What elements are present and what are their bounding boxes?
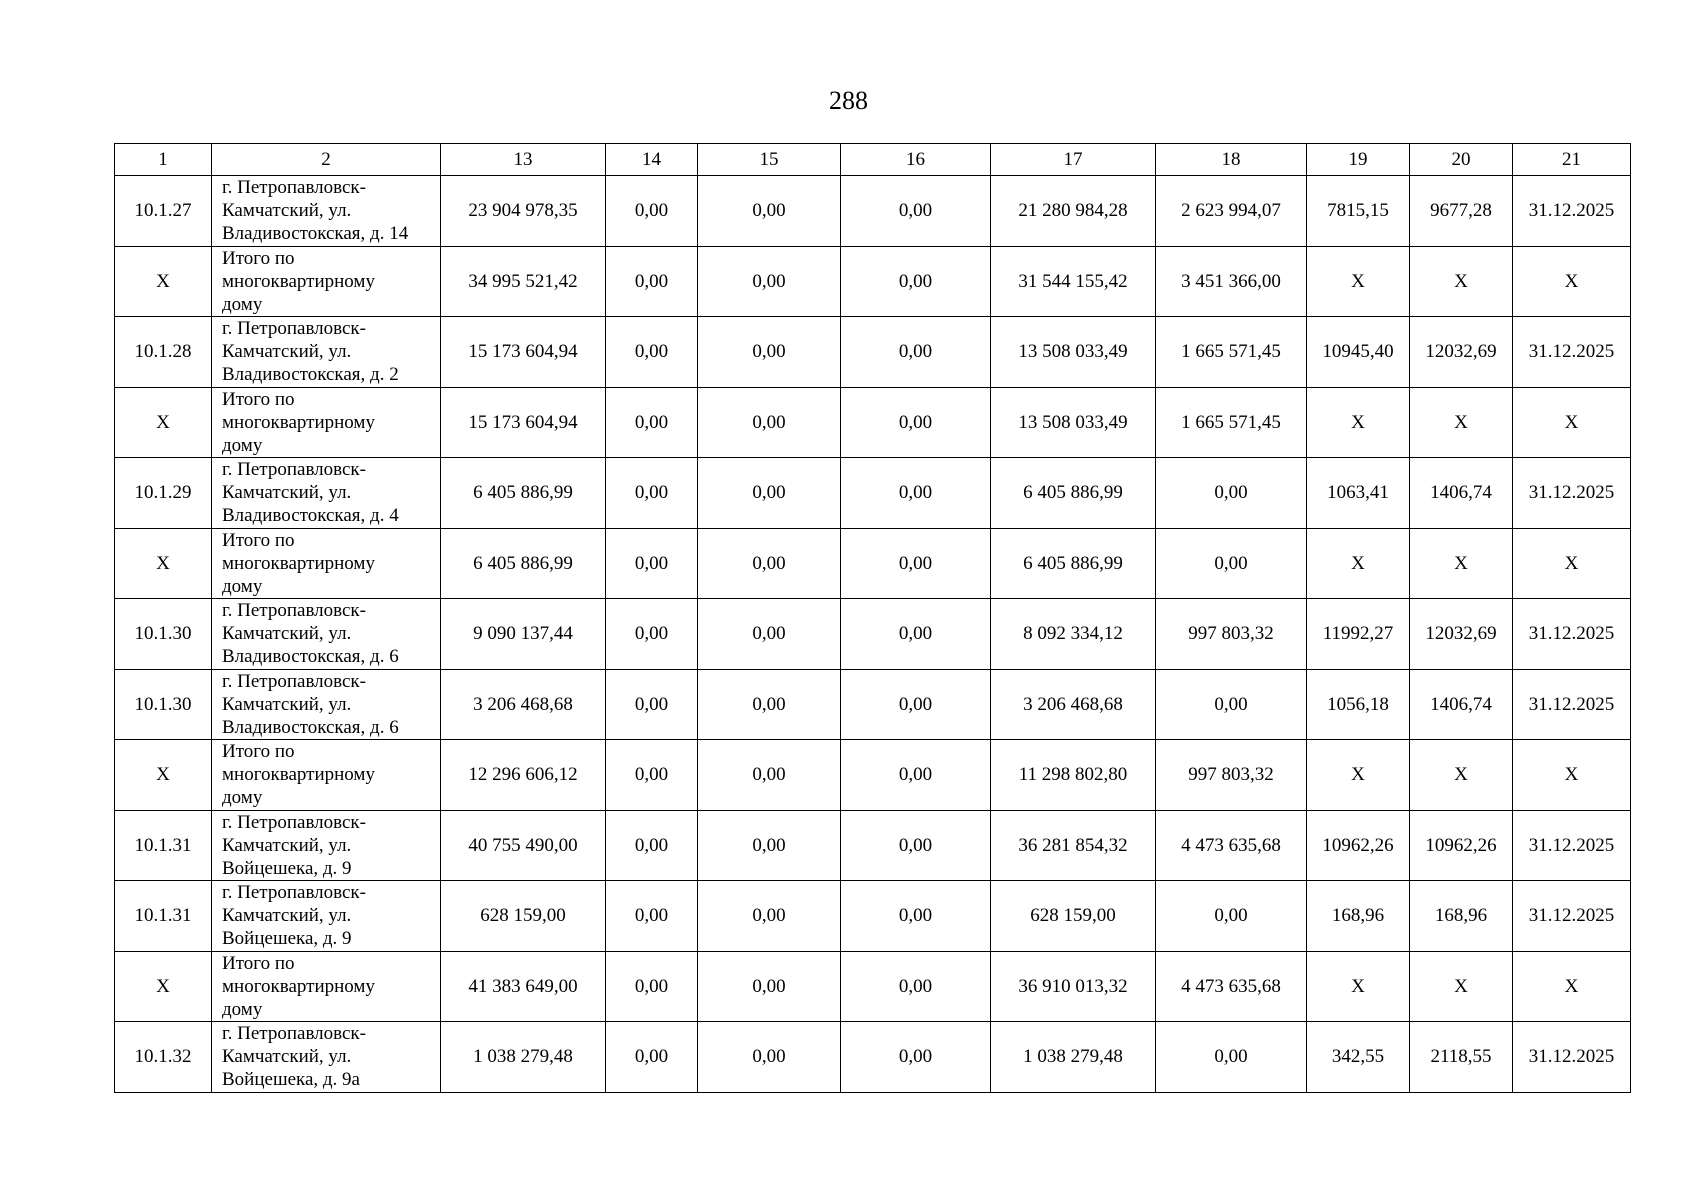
cell-col-21: X (1513, 246, 1631, 317)
cell-row-number: 10.1.30 (115, 599, 212, 670)
cell-col-15: 0,00 (698, 176, 841, 247)
cell-col-20: X (1410, 387, 1513, 458)
cell-col-13: 3 206 468,68 (441, 669, 606, 740)
data-table (114, 143, 1631, 1093)
cell-col-19: 7815,15 (1307, 176, 1410, 247)
cell-col-14: 0,00 (606, 1022, 698, 1093)
cell-col-17: 6 405 886,99 (991, 528, 1156, 599)
cell-col-20: 168,96 (1410, 881, 1513, 952)
cell-row-number: 10.1.27 (115, 176, 212, 247)
cell-address: г. Петропавловск- Камчатский, ул. Владивостокская, д. 2 (212, 317, 441, 388)
table-body (115, 176, 1631, 1093)
header-cell-col-2: 2 (212, 144, 441, 176)
cell-col-17: 3 206 468,68 (991, 669, 1156, 740)
cell-col-21: X (1513, 528, 1631, 599)
header-cell-col-13: 13 (441, 144, 606, 176)
cell-col-20: X (1410, 246, 1513, 317)
cell-row-number: 10.1.30 (115, 669, 212, 740)
table-row (115, 599, 1631, 670)
cell-col-17: 36 281 854,32 (991, 810, 1156, 881)
header-cell-col-17: 17 (991, 144, 1156, 176)
cell-col-13: 15 173 604,94 (441, 317, 606, 388)
table-row (115, 881, 1631, 952)
page-number: 288 (829, 86, 868, 115)
cell-col-18: 0,00 (1156, 458, 1307, 529)
cell-col-14: 0,00 (606, 599, 698, 670)
cell-col-15: 0,00 (698, 458, 841, 529)
cell-col-19: 11992,27 (1307, 599, 1410, 670)
cell-col-15: 0,00 (698, 669, 841, 740)
table-row (115, 1022, 1631, 1093)
cell-address: г. Петропавловск- Камчатский, ул. Войцешека, д. 9 (212, 810, 441, 881)
cell-col-18: 4 473 635,68 (1156, 951, 1307, 1022)
cell-col-14: 0,00 (606, 810, 698, 881)
header-cell-col-19: 19 (1307, 144, 1410, 176)
cell-col-20: 1406,74 (1410, 669, 1513, 740)
cell-col-18: 1 665 571,45 (1156, 317, 1307, 388)
cell-col-16: 0,00 (841, 669, 991, 740)
cell-col-15: 0,00 (698, 317, 841, 388)
cell-col-16: 0,00 (841, 1022, 991, 1093)
cell-row-number: X (115, 951, 212, 1022)
cell-address: г. Петропавловск- Камчатский, ул. Войцешека, д. 9а (212, 1022, 441, 1093)
cell-col-18: 0,00 (1156, 881, 1307, 952)
cell-address: Итого по многоквартирному дому (212, 387, 441, 458)
cell-col-19: 10945,40 (1307, 317, 1410, 388)
cell-row-number: X (115, 528, 212, 599)
cell-col-17: 628 159,00 (991, 881, 1156, 952)
cell-col-21: 31.12.2025 (1513, 599, 1631, 670)
table-row (115, 317, 1631, 388)
cell-col-21: X (1513, 951, 1631, 1022)
cell-col-16: 0,00 (841, 810, 991, 881)
cell-col-20: 1406,74 (1410, 458, 1513, 529)
cell-col-15: 0,00 (698, 740, 841, 811)
cell-col-13: 15 173 604,94 (441, 387, 606, 458)
cell-col-21: 31.12.2025 (1513, 176, 1631, 247)
cell-col-16: 0,00 (841, 246, 991, 317)
cell-col-21: X (1513, 740, 1631, 811)
cell-col-13: 628 159,00 (441, 881, 606, 952)
cell-col-13: 6 405 886,99 (441, 528, 606, 599)
cell-row-number: X (115, 387, 212, 458)
cell-address: Итого по многоквартирному дому (212, 528, 441, 599)
cell-address: г. Петропавловск- Камчатский, ул. Владивостокская, д. 14 (212, 176, 441, 247)
cell-col-13: 9 090 137,44 (441, 599, 606, 670)
cell-col-19: 342,55 (1307, 1022, 1410, 1093)
cell-col-14: 0,00 (606, 387, 698, 458)
cell-col-20: 2118,55 (1410, 1022, 1513, 1093)
cell-col-18: 2 623 994,07 (1156, 176, 1307, 247)
cell-col-21: 31.12.2025 (1513, 1022, 1631, 1093)
cell-col-14: 0,00 (606, 951, 698, 1022)
cell-col-15: 0,00 (698, 881, 841, 952)
header-row (115, 144, 1631, 176)
cell-col-21: 31.12.2025 (1513, 881, 1631, 952)
table-header (115, 144, 1631, 176)
cell-col-18: 0,00 (1156, 669, 1307, 740)
cell-address: г. Петропавловск- Камчатский, ул. Владивостокская, д. 6 (212, 599, 441, 670)
cell-col-15: 0,00 (698, 246, 841, 317)
table-row (115, 458, 1631, 529)
cell-address: Итого по многоквартирному дому (212, 951, 441, 1022)
cell-col-17: 13 508 033,49 (991, 387, 1156, 458)
cell-col-15: 0,00 (698, 528, 841, 599)
table-row (115, 246, 1631, 317)
cell-address: г. Петропавловск- Камчатский, ул. Владивостокская, д. 6 (212, 669, 441, 740)
cell-col-15: 0,00 (698, 599, 841, 670)
cell-col-16: 0,00 (841, 740, 991, 811)
cell-col-17: 6 405 886,99 (991, 458, 1156, 529)
cell-col-17: 1 038 279,48 (991, 1022, 1156, 1093)
table-row (115, 810, 1631, 881)
table-row (115, 176, 1631, 247)
cell-col-16: 0,00 (841, 458, 991, 529)
cell-col-21: 31.12.2025 (1513, 458, 1631, 529)
cell-col-19: 1063,41 (1307, 458, 1410, 529)
cell-col-18: 997 803,32 (1156, 740, 1307, 811)
cell-col-20: X (1410, 528, 1513, 599)
cell-col-15: 0,00 (698, 387, 841, 458)
cell-col-16: 0,00 (841, 528, 991, 599)
cell-col-13: 6 405 886,99 (441, 458, 606, 529)
cell-col-17: 21 280 984,28 (991, 176, 1156, 247)
cell-col-16: 0,00 (841, 951, 991, 1022)
cell-col-13: 34 995 521,42 (441, 246, 606, 317)
cell-col-14: 0,00 (606, 176, 698, 247)
cell-address: Итого по многоквартирному дому (212, 246, 441, 317)
header-cell-col-14: 14 (606, 144, 698, 176)
cell-col-13: 40 755 490,00 (441, 810, 606, 881)
cell-col-18: 4 473 635,68 (1156, 810, 1307, 881)
cell-col-21: 31.12.2025 (1513, 669, 1631, 740)
table-row (115, 387, 1631, 458)
cell-row-number: 10.1.31 (115, 881, 212, 952)
header-cell-col-21: 21 (1513, 144, 1631, 176)
header-cell-col-20: 20 (1410, 144, 1513, 176)
cell-col-19: 168,96 (1307, 881, 1410, 952)
cell-col-21: X (1513, 387, 1631, 458)
cell-col-21: 31.12.2025 (1513, 810, 1631, 881)
cell-col-17: 11 298 802,80 (991, 740, 1156, 811)
cell-col-18: 3 451 366,00 (1156, 246, 1307, 317)
cell-col-14: 0,00 (606, 740, 698, 811)
header-cell-col-15: 15 (698, 144, 841, 176)
table-row (115, 951, 1631, 1022)
cell-row-number: 10.1.32 (115, 1022, 212, 1093)
cell-col-18: 997 803,32 (1156, 599, 1307, 670)
cell-row-number: 10.1.29 (115, 458, 212, 529)
cell-col-20: 10962,26 (1410, 810, 1513, 881)
cell-col-13: 41 383 649,00 (441, 951, 606, 1022)
cell-address: г. Петропавловск- Камчатский, ул. Владивостокская, д. 4 (212, 458, 441, 529)
cell-col-18: 0,00 (1156, 528, 1307, 599)
cell-col-14: 0,00 (606, 317, 698, 388)
cell-address: Итого по многоквартирному дому (212, 740, 441, 811)
cell-col-20: X (1410, 740, 1513, 811)
cell-col-19: X (1307, 387, 1410, 458)
header-cell-col-1: 1 (115, 144, 212, 176)
cell-col-19: X (1307, 740, 1410, 811)
cell-col-14: 0,00 (606, 881, 698, 952)
cell-col-15: 0,00 (698, 1022, 841, 1093)
cell-col-16: 0,00 (841, 176, 991, 247)
cell-row-number: 10.1.28 (115, 317, 212, 388)
cell-col-16: 0,00 (841, 387, 991, 458)
cell-col-18: 1 665 571,45 (1156, 387, 1307, 458)
cell-col-19: X (1307, 246, 1410, 317)
cell-col-15: 0,00 (698, 951, 841, 1022)
cell-col-20: 12032,69 (1410, 317, 1513, 388)
cell-col-17: 8 092 334,12 (991, 599, 1156, 670)
cell-col-13: 23 904 978,35 (441, 176, 606, 247)
cell-col-17: 31 544 155,42 (991, 246, 1156, 317)
cell-col-15: 0,00 (698, 810, 841, 881)
cell-col-19: X (1307, 528, 1410, 599)
cell-col-17: 36 910 013,32 (991, 951, 1156, 1022)
cell-col-14: 0,00 (606, 458, 698, 529)
cell-row-number: 10.1.31 (115, 810, 212, 881)
cell-col-14: 0,00 (606, 528, 698, 599)
table-row (115, 669, 1631, 740)
cell-col-13: 1 038 279,48 (441, 1022, 606, 1093)
cell-col-16: 0,00 (841, 881, 991, 952)
cell-col-19: 1056,18 (1307, 669, 1410, 740)
cell-col-13: 12 296 606,12 (441, 740, 606, 811)
cell-col-14: 0,00 (606, 246, 698, 317)
cell-col-21: 31.12.2025 (1513, 317, 1631, 388)
cell-address: г. Петропавловск- Камчатский, ул. Войцешека, д. 9 (212, 881, 441, 952)
cell-col-20: 9677,28 (1410, 176, 1513, 247)
cell-row-number: X (115, 740, 212, 811)
header-cell-col-18: 18 (1156, 144, 1307, 176)
cell-col-17: 13 508 033,49 (991, 317, 1156, 388)
cell-row-number: X (115, 246, 212, 317)
table-row (115, 740, 1631, 811)
cell-col-16: 0,00 (841, 317, 991, 388)
cell-col-16: 0,00 (841, 599, 991, 670)
cell-col-19: X (1307, 951, 1410, 1022)
cell-col-14: 0,00 (606, 669, 698, 740)
cell-col-20: 12032,69 (1410, 599, 1513, 670)
cell-col-20: X (1410, 951, 1513, 1022)
cell-col-19: 10962,26 (1307, 810, 1410, 881)
header-cell-col-16: 16 (841, 144, 991, 176)
table-row (115, 528, 1631, 599)
cell-col-18: 0,00 (1156, 1022, 1307, 1093)
